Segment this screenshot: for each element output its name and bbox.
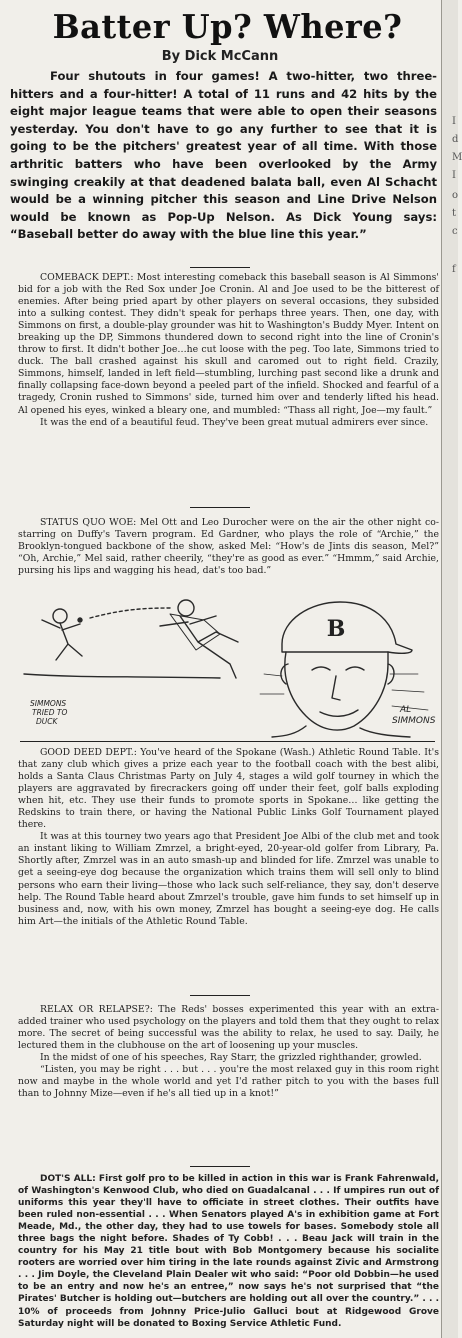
byline: By Dick McCann xyxy=(161,49,279,64)
divider xyxy=(190,507,250,508)
caption-line: DUCK xyxy=(36,717,58,726)
lead-paragraph xyxy=(10,68,437,244)
signature-line: AL xyxy=(400,705,412,715)
good-deed-section xyxy=(18,747,439,928)
fielder-figure xyxy=(42,609,82,660)
margin-letter: M xyxy=(452,152,462,163)
margin-letter: I xyxy=(452,116,456,127)
signature-line: SIMMONS xyxy=(392,716,436,726)
margin-letter: t xyxy=(452,208,457,219)
comeback-p2: It was the end of a beautiful feud. They've been great mutual admirers ever since. xyxy=(40,416,429,428)
dots-section xyxy=(18,1173,439,1330)
good-deed-p1: GOOD DEED DEPT.: You've heard of the Spokane (Wash.) Athletic Round Table. It's that zany club which gives a prize each year to the football coach with the best alibi, holds a Santa Claus Christmas Party on July 4, stages a wild golf tourney in which the players are aggravated by firecrackers going off under their feet, golf balls exploding when hit, etc. They use their funds to promote sports in Spokane… like getting the Redskins to train there, or having the National Public Links Golf Tournament played there. xyxy=(18,747,439,831)
good-deed-p2: It was at this tourney two years ago that President Joe Albi of the club met and took an instant liking to William Zmrzel, a bright-eyed, 20-year-old golfer from Library, Pa. Shortly after, Zmrzel was in an auto smash-up and blinded for life. Zmrzel was unable to get a seeing-eye dog because the organization which trains them will sell only to blind persons who earn their living—those who lack such self-reliance, they say, don't deserve help. The Round Table heard about Zmrzel's trouble, gave him funds to set himself up in business and, now, with his own money, Zmrzel has bought a seeing-eye dog. He calls him Art—the initials of the Athletic Round Table. xyxy=(18,831,439,927)
caption-line: TRIED TO xyxy=(32,708,68,717)
divider xyxy=(20,741,435,742)
relax-p1: RELAX OR RELAPSE?: The Reds' bosses experimented this year with an extra-added trainer who used psychology on the players and told them that they ought to relax more. The secret of being successful was the ability to relax, he used to say. Daily, he lectured them in the clubhouse on the art of loosening up your muscles. xyxy=(18,1004,439,1052)
comeback-section xyxy=(18,272,439,429)
ball-line xyxy=(90,608,170,618)
divider xyxy=(190,995,250,996)
adjacent-column-edge xyxy=(441,0,462,1338)
dots-p1: DOT'S ALL: First golf pro to be killed in action in this war is Frank Fahrenwald, of Washington's Kenwood Club, who died on Guadalcanal . . . If umpires run out of uniforms this year they'll have to officiate in street clothes. Their outfits have been ruled non-essential . . . When Senators played A's in exhibition game at Fort Meade, Md., the other day, they had to use towels for bases. Somebody stole all three bags the night before. Shades of Ty Cobb! . . . Beau Jack will train in the country for his May 21 title bout with Bob Montgomery because his socialite rooters are worried over him tiring in the late rounds against Zivic and Armstrong . . . Jim Doyle, the Cleveland Plain Dealer wit who said: “Poor old Dobbin—he used to be an entry and now he's an entree,” now says he's not surprised that “the Pirates' Butcher is holding out—butchers are holding out all over the country.” . . . 10% of proceeds from Johnny Price-Julio Galluci bout at Ridgewood Grove Saturday night will be donated to Boxing Service Athletic Fund. xyxy=(18,1174,439,1329)
status-quo-section xyxy=(18,517,439,577)
margin-letter: o xyxy=(452,190,459,201)
caption-line: SIMMONS xyxy=(30,699,67,708)
lead-text: Four shutouts in four games! A two-hitter, two three-hitters and a four-hitter! A total of 11 runs and 42 hits by the eight major league teams that were able to open their seasons yesterday. You don't have to go any further to see that it is going to be the pitchers' greatest year of all time. With those arthritic batters who have been overlooked by the Army swinging creakily at that deadened balata ball, even Al Schacht would be a winning pitcher this season and Line Drive Nelson would be known as Pop-Up Nelson. As Dick Young says: “Baseball better do away with the blue line this year.” xyxy=(10,69,437,242)
divider xyxy=(190,267,250,268)
margin-letter: f xyxy=(452,264,456,275)
cap-letter: B xyxy=(326,616,346,642)
runner-figure xyxy=(160,600,238,678)
margin-letter: d xyxy=(452,134,459,145)
margin-letter: c xyxy=(452,226,458,237)
margin-letter: I xyxy=(452,170,456,181)
relax-p2: In the midst of one of his speeches, Ray Starr, the grizzled righthander, growled. xyxy=(40,1052,422,1064)
divider xyxy=(190,1166,250,1167)
status-quo-p1: STATUS QUO WOE: Mel Ott and Leo Durocher were on the air the other night co-starring on Duffy's Tavern program. Ed Gardner, who plays the role of “Archie,” the Brooklyn-tongued backbone of the show, asked Mel: “How's de Jints dis season, Mel?” “Oh, Archie,” Mel said, rather cheerily, “they're as good as ever.” “Hmmm,” said Archie, pursing his lips and wagging his head, dat's too bad.” xyxy=(18,517,439,577)
relax-p3: “Listen, you may be right . . . but . . . you're the most relaxed guy in this room right now and maybe in the whole world and yet I'd rather pitch to you with the bases full than to Johnny Mize—even if he's all tied up in a knot!” xyxy=(18,1064,439,1100)
cartoon-illustration xyxy=(20,594,436,737)
relax-section xyxy=(18,1004,439,1100)
headline: Batter Up? Where? xyxy=(52,7,403,46)
comeback-p1: COMEBACK DEPT.: Most interesting comeback this baseball season is Al Simmons' bid for a job with the Red Sox under Joe Cronin. Al and Joe used to be the bitterest of enemies. After being pried apart by other players on several occasions, they subsided into a sulking contest. They didn't speak for perhaps three years. Then, one day, with Simmons on first, a double-play grounder was hit to Washington's Buddy Myer. Intent on breaking up the DP, Simmons thundered down to second right into the line of Cronin's throw to first. It didn't bother Joe…he cut loose with the peg. Too late, Simmons tried to duck. The ball crashed against his skull and caromed out to right field. Crazily, Simmons, himself, landed in left field—stumbling, lurching past second like a drunk and finally collapsing face-down beyond a peeled part of the infield. Shocked and fearful of a tragedy, Cronin rushed to Simmons' side, turned him over and tenderly lifted his head. Al opened his eyes, winked a bleary one, and mumbled: “Thass all right, Joe—my fault.” xyxy=(18,272,439,416)
ground-line xyxy=(24,674,220,678)
